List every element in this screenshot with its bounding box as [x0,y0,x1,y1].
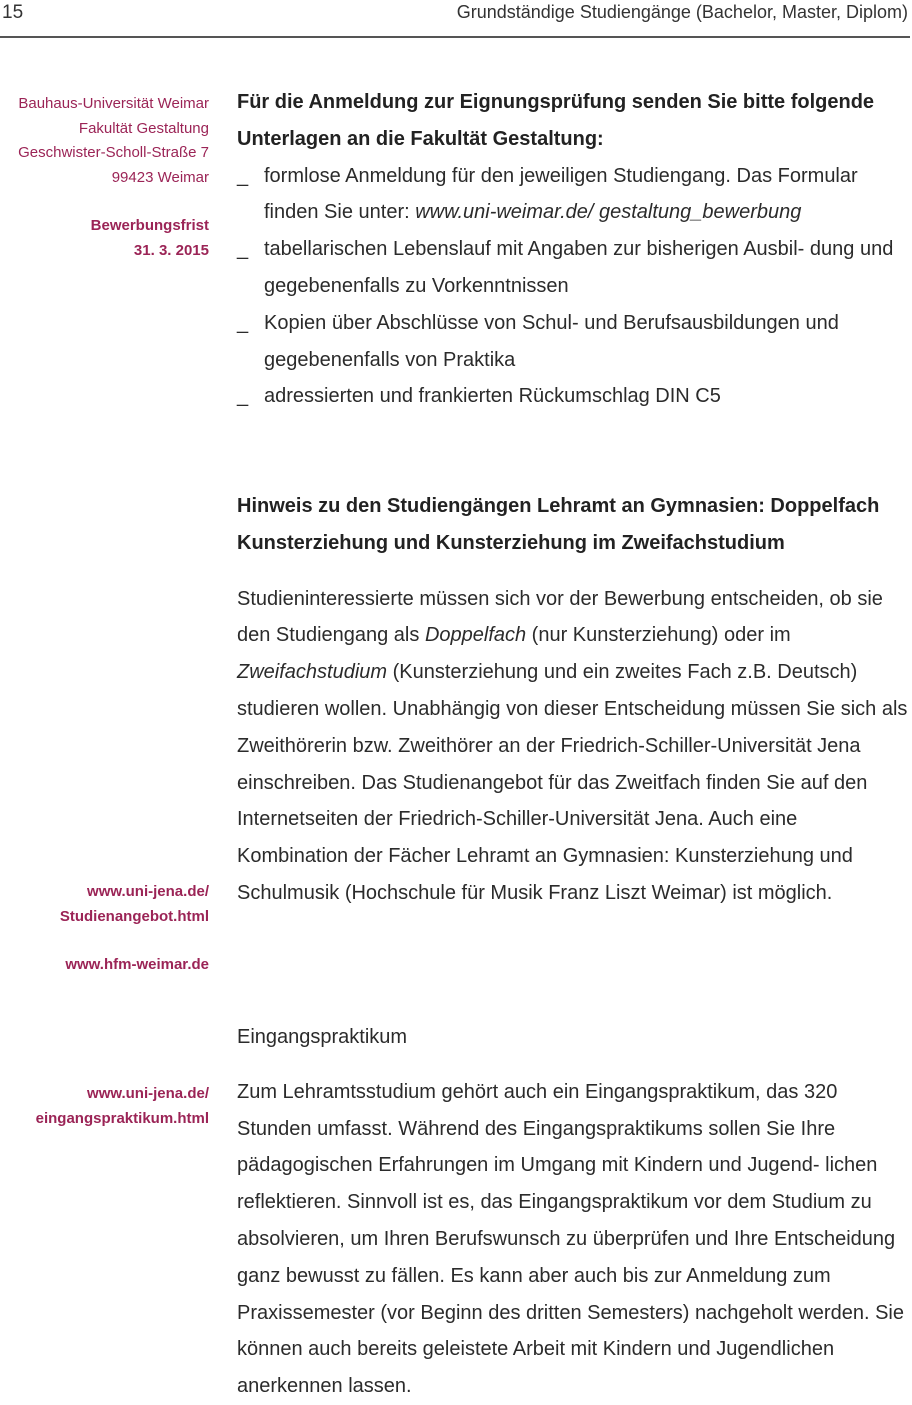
header-rule [0,36,910,38]
address-line: Fakultät Gestaltung [78,119,209,137]
dash-bullet: _ [237,238,249,261]
section-heading: Eingangspraktikum [237,1026,408,1048]
dash-bullet: _ [237,311,249,334]
deadline-label: Bewerbungsfrist [90,217,209,234]
list-item [237,231,909,305]
sidebar-address [18,92,209,263]
deadline-date: 31. 3. 2015 [133,241,209,259]
section-paragraph [237,581,909,912]
running-title: Grundständige Studiengänge (Bachelor, Master, Diplom) [456,2,908,22]
section-lehramt-note [237,488,909,912]
address-line: 99423 Weimar [111,168,209,186]
sidebar-links-jena [60,880,209,978]
link-uni-jena-studienangebot-1[interactable]: www.uni-jena.de/ [87,883,209,900]
link-uni-jena-praktikum-1[interactable]: www.uni-jena.de/ [87,1085,209,1102]
section-heading: Hinweis zu den Studiengängen Lehramt an Gymnasien: Doppelfach Kunsterziehung und Kunsterziehung im Zweifachstudium [237,495,880,554]
list-item-text: Kopien über Abschlüsse von Schul- und Berufsausbildungen und gegebenenfalls von Praktika [264,311,839,371]
paragraph-text: (nur Kunsterziehung) oder im [526,624,791,647]
list-item [237,378,909,415]
section-eingangspraktikum [237,1019,909,1405]
section-heading: Für die Anmeldung zur Eignungsprüfung senden Sie bitte folgende Unterlagen an die Fakultät Gestaltung: [237,91,875,150]
page-header [0,0,912,40]
list-item [237,305,909,379]
emphasis-zweifachstudium: Zweifachstudium [237,661,388,684]
list-item-text: tabellarischen Lebenslauf mit Angaben zur bisherigen Ausbil- dung und gegebenenfalls zu Vorkenntnissen [264,238,894,297]
link-uni-jena-studienangebot-2[interactable]: Studienangebot.html [59,907,209,925]
section-paragraph: Zum Lehramtsstudium gehört auch ein Eingangspraktikum, das 320 Stunden umfasst. Während des Eingangspraktikums sollen Sie Ihre pädagogischen Erfahrungen im Umgang mit Kindern und Jugend- lichen reflektieren. Sinnvoll ist es, das Eingangspraktikum vor dem Studium zu absolvieren, um Ihren Berufswunsch zu überprüfen und Ihre Entscheidung ganz bewusst zu fällen. Es kann aber auch bis zur Anmeldung zum Praxissemester (vor Beginn des dritten Semesters) nachgeholt werden. Sie können auch bereits geleistete Arbeit mit Kindern und Jugendlichen anerkennen lassen. [237,1080,904,1398]
paragraph-text: Studieninteressierte müssen sich vor der Bewerbung entscheiden, ob sie den Studiengang als [237,587,883,647]
sidebar-links-praktikum [36,1082,209,1131]
list-item-text: adressierten und frankierten Rückumschlag DIN C5 [264,385,721,408]
link-hfm-weimar[interactable]: www.hfm-weimar.de [65,956,209,973]
address-line: Bauhaus-Universität Weimar [18,95,209,112]
document-list [237,158,909,416]
dash-bullet: _ [237,164,249,187]
list-item [237,158,909,232]
link-uni-jena-praktikum-2[interactable]: eingangspraktikum.html [35,1109,209,1127]
dash-bullet: _ [237,385,249,408]
section-application-documents [237,84,909,415]
emphasis-doppelfach: Doppelfach [424,624,527,647]
address-line: Geschwister-Scholl-Straße 7 [18,144,209,161]
paragraph-text: (Kunsterziehung und ein zweites Fach z.B. Deutsch) studieren wollen. Unabhängig von dieser Entscheidung müssen Sie sich als Zweithörerin bzw. Zweithörer an der Friedrich-Schiller-Universität Jena einschreiben. Das Studienangebot für das Zweitfach finden Sie auf den Internetseiten der Friedrich-Schiller-Universität Jena. Auch eine Kombination der Fächer Lehramt an Gymnasien: Kunsterziehung und Schulmusik (Hochschule für Musik Franz Liszt Weimar) ist möglich. [237,661,908,904]
list-item-text: formlose Anmeldung für den jeweiligen Studiengang. Das Formular finden Sie unter: [264,164,858,224]
link-uni-weimar-bewerbung[interactable]: www.uni-weimar.de/ gestaltung_bewerbung [415,201,802,224]
page-number: 15 [2,2,24,23]
